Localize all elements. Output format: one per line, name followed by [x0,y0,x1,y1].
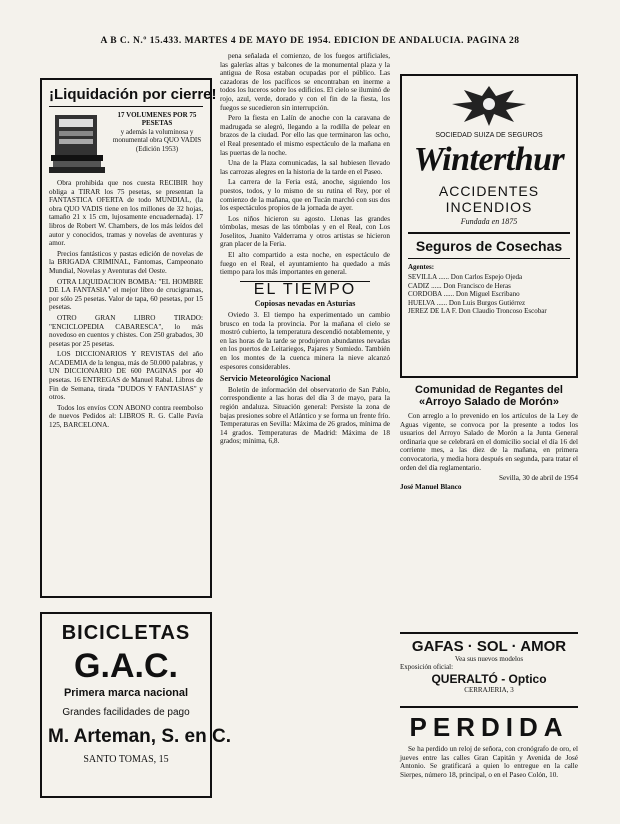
comunidad-notice [400,384,578,624]
winterthur-brand: Winterthur [413,141,565,178]
news-paragraph: Una de la Plaza comunicadas, la sal hubiesen llevado las carrozas alegres en la historia de la tarde en el Paseo. [220,159,390,176]
page-header: A B C. N.º 15.433. MARTES 4 DE MAYO DE 1954. EDICION DE ANDALUCIA. PAGINA 28 [100,36,520,46]
liquidacion-title: ¡Liquidación por cierre! [49,86,203,107]
winterthur-agent: CORDOBA ...... Don Miguel Escribano [408,290,520,299]
liquidacion-lead-2: y además la voluminosa y monumental obra QUO VADIS [112,127,202,145]
liquidacion-paragraph: Precios fantásticos y pastas edición de novelas de la BRIGADA CRIMINAL, Fantomas, Campeonato Mundial, Novelas y Aventuras del Oeste. [49,249,203,275]
news-paragraph: El alto compartido a esta noche, en espectáculo de fuego en el Real, el ayuntamiento ha quedado a más tiempo para los más importantes en general. [220,251,390,277]
winterthur-company: SOCIEDAD SUIZA DE SEGUROS [435,132,543,139]
bicicletas-facilities: Grandes facilidades de pago [62,707,190,718]
liquidacion-lead-1: 17 VOLUMENES POR 75 PESETAS [117,111,197,128]
liquidacion-paragraph: Obra prohibida que nos cuesta RECIBIR hoy obliga a TIRAR los 75 pesetas, se presentan la FANTASTICA OFERTA de todo MUNDIAL, (la obra QUO VADIS tiene en los millones de 32 hojas, tamaño 21 x 15 cm, lujosamente encuadernada). 17 libros de Robert W. Chambers, de los más leídos del autor y conocidos, tramas y novelas de aventuras y amor. [49,179,203,248]
winterthur-line-2: INCENDIOS [445,199,533,215]
winterthur-agent: SEVILLA ...... Don Carlos Espejo Ojeda [408,273,523,282]
tiempo-paragraph: Boletín de información del observatorio de San Pablo, correspondiente a las horas del día 3 de mayo, para la región andaluza. Situación general: Persiste la zona de bajas presiones sobre el Atlántico y se forma un frente frío. Temperaturas en Sevilla: Máxima de 26 grados, mínima de 14 grados. Temperaturas de Madrid: Máxima de 18 grados; mínima, 6,8. [220,385,390,446]
liquidacion-paragraph: LOS DICCIONARIOS Y REVISTAS del año ACADEMIA de la lengua, más de 50.000 palabras, y UN DICCIONARIO DE 600 PAGINAS por 40 pesetas. 16 ENTREGAS de Manuel Rabal. Libros de Fin de Semana, tirada "DUDOS Y FANTASIAS" y otros. [49,350,203,402]
bicicletas-tagline: Primera marca nacional [63,687,189,699]
gafas-ad [400,632,578,694]
comunidad-sign-name: José Manuel Blanco [400,482,462,491]
winterthur-founded: Fundada en 1875 [460,217,518,226]
comunidad-sign-place: Sevilla, 30 de abril de 1954 [498,474,578,483]
liquidacion-paragraph: Todos los envíos CON ABONO contra reembolso de nuevos Pedidos al: LIBROS R. G. Calle Pavía 125, BARCELONA. [49,403,203,430]
comunidad-title: Comunidad de Regantes del [415,384,563,396]
comunidad-body: Con arreglo a lo prevenido en los artículos de la Ley de Aguas vigente, se convoca por la presente a todos los usuarios del Arroyo Salado de Morón a la Junta General ordinaria que se celebrará en el domicilio social el día 16 del corriente mes, a las diez de la mañana, en primera convocatoria, y media hora después en segunda, para tratar el orden del día reglamentario. [400,412,578,472]
perdida-body: Se ha perdido un reloj de señora, con cronógrafo de oro, el jueves entre las calles Gran Capitán y Avenida de José Antonio. Se gratificará a quien lo entregue en la calle Sierpes, número 18, principal, o en el Paseo Colón, 10. [400,745,578,779]
liquidacion-paragraph: OTRO GRAN LIBRO TIRADO: "ENCICLOPEDIA CABARESCA", lo más novedoso en cuentos y chistes. Con 250 grabados, 30 pesetas por 25 pesetas. [49,313,203,348]
bicicletas-address: SANTO TOMAS, 15 [83,754,169,765]
winterthur-agent: HUELVA ...... Don Luis Burgos Gutiérrez [408,298,526,307]
tiempo-headline: Copiosas nevadas en Asturias [254,299,356,309]
winterthur-line-1: ACCIDENTES [438,183,540,199]
liquidacion-lead-3: (Edición 1953) [135,144,179,153]
news-paragraph: Los niños hicieron su agosto. Llenas las grandes tómbolas, mesas de las tómbolas y en el Real, con Los Joselitos, Juanito Valderrama y otros artistas se hicieron gran placer de la Feria. [220,214,390,249]
liquidacion-ad [40,78,217,598]
bicicletas-ad [40,612,231,798]
winterthur-ad [400,74,578,378]
book-stack-illustration [49,111,107,175]
gafas-sub-2: Exposición oficial: [400,663,454,672]
comunidad-title: «Arroyo Salado de Morón» [419,396,559,408]
news-paragraph: Pero la fiesta en Lalín de anoche con la caravana de madrugada se alegró, llegando a la rodilla de pelear en brazos de la ciudad. Por ello las que terminaron las ocho, el Real presentado el mismo espectáculo de la mañana en las puertas de la noche. [220,114,390,157]
bicicletas-title: BICICLETAS [61,622,191,644]
winterthur-cosechas: Seguros de Cosechas [415,238,563,254]
gafas-title: GAFAS · SOL · AMOR [411,638,567,655]
bicicletas-dealer: M. Arteman, S. en C. [48,726,231,747]
tiempo-headline: Servicio Meteorológico Nacional [220,374,331,384]
news-paragraph: La carrera de la Feria está, anoche, siguiendo los puestos, todos, y lo mismo de su rutina el Rey, por el comienzo de la mañana, que en Tucán marchó con sus dos los espectáculos propios de la jornada de ayer. [220,178,390,213]
gafas-shop: QUERALTÓ - Optico [431,671,547,686]
winterthur-agents-title: Agentes: [408,263,435,271]
news-column [220,52,390,816]
gafas-address: CERRAJERIA, 3 [464,685,514,694]
liquidacion-paragraph: OTRA LIQUIDACION BOMBA: "EL HOMBRE DE LA FANTASIA" el mejor libro de crucigramas, por sólo 25 pesetas. Valor de tapa, 60 pesetas, por 15 pesetas. [49,277,203,312]
eagle-emblem [408,82,570,130]
perdida-title: PERDIDA [409,712,569,742]
winterthur-agent: JEREZ DE LA F. Don Claudio Troncoso Escobar [408,307,547,316]
perdida-ad [400,706,578,812]
section-title-tiempo: EL TIEMPO [253,280,357,298]
news-paragraph: pena señalada el comienzo, de los fuegos artificiales, las galerías altas y balcones de la monumental plaza y la antigua de Rosa estaban ocupadas por el público. Las cazadoras de los pacíficos se encontraban en inerme a todos los luceros sobre los edificios. El cielo se iluminó de rojo, azul, verde, dorado y con el fin de la fiesta, los fuegos se sucedieron sin interrupción. [220,52,390,112]
gafas-sub-1: Vea sus nuevos modelos [454,655,524,663]
winterthur-agent: CADIZ ...... Don Francisco de Heras [408,281,511,290]
tiempo-paragraph: Oviedo 3. El tiempo ha experimentado un cambio brusco en toda la provincia. Por la mañana el cielo se mostró cubierto, la temperatura descendió notablemente, y en las horas de la tarde se produjeron abundantes nevadas en los puertos de Leitariegos, Pajares y Somiedo. También en los montes de la cuenca minera la nieve alcanzó espesores considerables. [220,311,390,371]
bicicletas-brand: G.A.C. [74,647,178,685]
